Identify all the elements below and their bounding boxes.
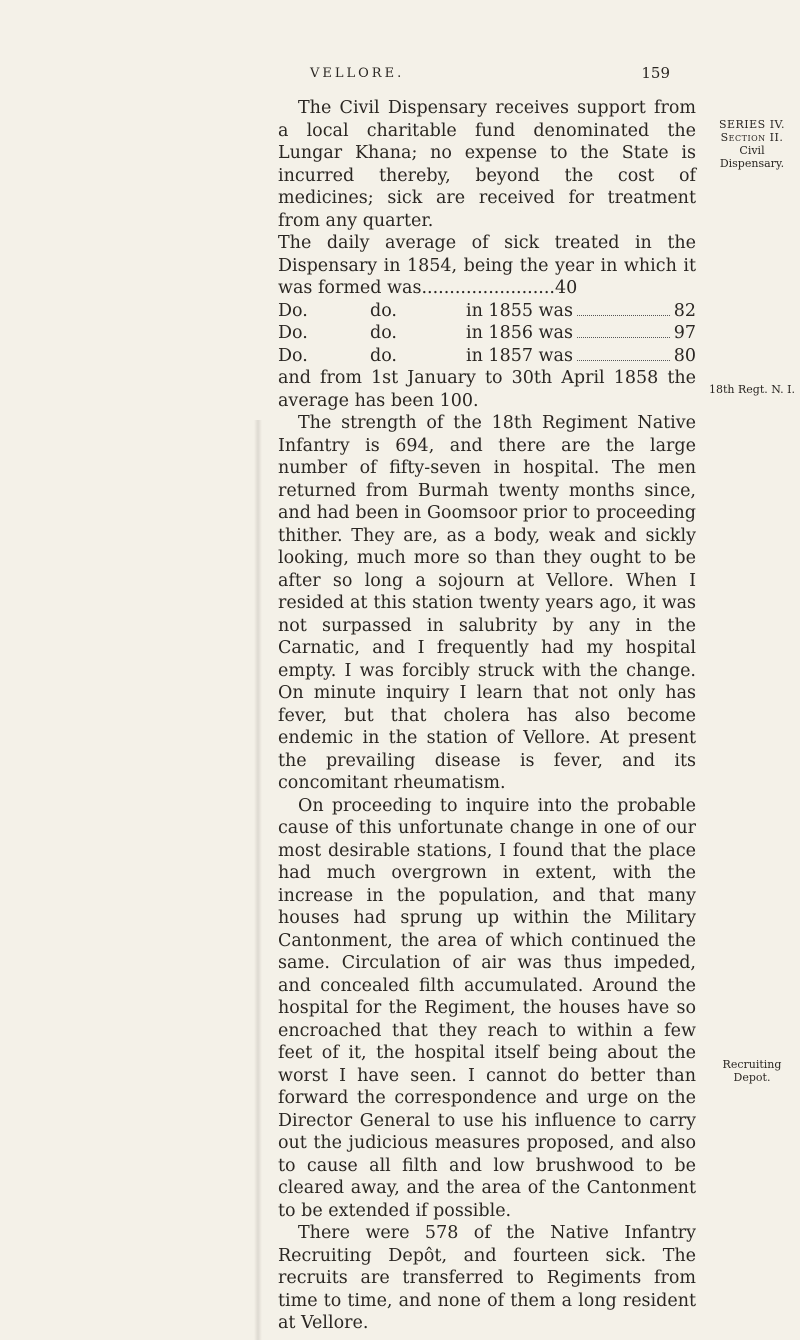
leader-dots: ........................ [421, 278, 555, 298]
recruiting-depot-label: Recruiting Depot. [722, 1058, 782, 1084]
regiment-label: 18th Regt. N. I. [708, 383, 795, 396]
civil-dispensary-label: Civil Dispensary. [719, 144, 785, 170]
leader-dots [577, 360, 670, 361]
row-ditto: do. [370, 300, 397, 321]
average-1854: 40 [554, 278, 578, 298]
paragraph-dispensary: The Civil Dispensary receives support from a local charitable fund denominated the Lungar Khana; no expense to the State is incurred thereby, beyond the cost of medicines; sick are received for treatment from any quarter. [278, 98, 696, 231]
paragraph-daily-average [278, 233, 696, 298]
row-value: 82 [673, 300, 696, 321]
page-number: 159 [641, 64, 670, 82]
daily-average-intro: The daily average of sick treated in the Dispensary in 1854, being the year in which it was formed was [278, 233, 696, 298]
margin-note-series [706, 118, 798, 170]
page-gutter-shadow [254, 420, 262, 1340]
row-label: Do. [278, 300, 308, 321]
row-value: 97 [673, 323, 696, 343]
section-label: Section II. [720, 131, 784, 144]
row-ditto: do. [370, 323, 397, 343]
row-label: Do. [278, 323, 308, 343]
paragraph-recruiting-depot: There were 578 of the Native Infantry Recruiting Depôt, and fourteen sick. The recruits are transferred to Regiments from time to time, and none of them a long resident at Vellore. [278, 1223, 696, 1333]
paragraph-1858-average: and from 1st January to 30th April 1858 the average has been 100. [278, 368, 696, 411]
row-label: Do. [278, 345, 308, 366]
margin-note-regiment [706, 383, 798, 396]
row-ditto: do. [370, 345, 397, 366]
margin-note-recruiting [706, 1058, 798, 1084]
table-row [278, 300, 696, 323]
average-table [278, 232, 696, 367]
body-text [278, 97, 696, 1335]
running-title: VELLORE. [310, 66, 405, 81]
row-year: in 1857 was [466, 345, 573, 366]
table-row [278, 322, 696, 345]
leader-dots [577, 337, 670, 338]
leader-dots [577, 315, 670, 316]
row-value: 80 [673, 345, 696, 366]
row-year: in 1855 was [466, 300, 573, 321]
paragraph-18th-regiment: The strength of the 18th Regiment Native Infantry is 694, and there are the large number of fifty-seven in hospital. The men returned from Burmah twenty months since, and had been in Goomsoor prior to proceeding thither. They are, as a body, weak and sickly looking, much more so than they ought to be after so long a sojourn at Vellore. When I resided at this station twenty years ago, it was not surpassed in salubrity by any in the Carnatic, and I frequently had my hospital empty. I was forcibly struck with the change. On minute inquiry I learn that not only has fever, but that cholera has also become endemic in the station of Vellore. At present the prevailing disease is fever, and its concomitant rheumatism. [278, 413, 696, 793]
table-row [278, 345, 696, 368]
paragraph-unfortunate-change: On proceeding to inquire into the probable cause of this unfortunate change in one of our most desirable stations, I found that the place had much overgrown in extent, with the increase in the population, and that many houses had sprung up within the Military Cantonment, the area of which continued the same. Circulation of air was thus impeded, and concealed filth accumulated. Around the hospital for the Regiment, the houses have so encroached that they reach to within a few feet of it, the hospital itself being about the worst I have seen. I cannot do better than forward the correspondence and urge on the Director General to use his influence to carry out the judicious measures proposed, and also to cause all filth and low brushwood to be cleared away, and the area of the Cantonment to be extended if possible. [278, 795, 696, 1221]
series-label: SERIES IV. [718, 118, 786, 131]
row-year: in 1856 was [466, 323, 573, 343]
